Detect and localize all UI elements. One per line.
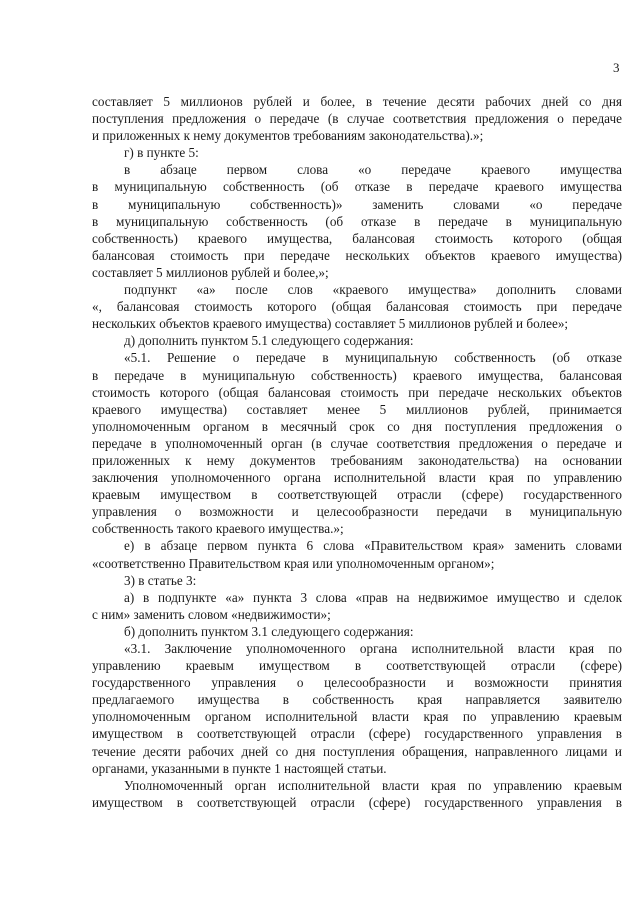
document-line: в муниципальную собственность)» заменить словами «о передаче	[92, 196, 622, 212]
document-line: подпункт «а» после слов «краевого имущества» дополнить словами	[124, 282, 622, 298]
document-line: составляет 5 миллионов рублей и более,»;	[92, 264, 329, 280]
document-line: государственного управления о целесообразности и возможности принятия	[92, 675, 622, 691]
document-line: в муниципальную собственность (об отказе в передаче краевого имущества	[92, 179, 622, 195]
document-line: органами, указанными в пункте 1 настоящей статьи.	[92, 760, 387, 776]
document-line: в муниципальную собственность (об отказе в передаче в муниципальную	[92, 213, 622, 229]
document-line: течение десяти рабочих дней со дня поступления обращения, направленного лицами и	[92, 743, 622, 759]
document-line: имуществом в соответствующей отрасли (сфере) государственного управления в	[92, 794, 622, 810]
document-line: с ним» заменить словом «недвижимости»;	[92, 606, 331, 622]
page-number: 3	[613, 60, 620, 75]
document-line: заключения уполномоченного органа исполнительной власти края по управлению	[92, 470, 622, 486]
document-line: собственность такого краевого имущества.»;	[92, 521, 344, 537]
document-line: управлению краевым имуществом в соответствующей отрасли (сфере)	[92, 658, 622, 674]
document-line: «, балансовая стоимость которого (общая балансовая стоимость при передаче	[92, 299, 622, 315]
document-line: е) в абзаце первом пункта 6 слова «Правительством края» заменить словами	[124, 538, 622, 554]
document-line: д) дополнить пунктом 5.1 следующего содержания:	[124, 333, 414, 349]
document-line: предлагаемого имущества в собственность края направляется заявителю	[92, 692, 622, 708]
document-line: составляет 5 миллионов рублей и более, в течение десяти рабочих дней со дня	[92, 94, 622, 109]
document-line: в передаче в муниципальную собственность) краевого имущества, балансовая	[92, 367, 622, 383]
document-line: «соответственно Правительством края или уполномоченным органом»;	[92, 555, 495, 571]
document-line: краевым имуществом в соответствующей отрасли (сфере) государственного	[92, 487, 622, 503]
document-line: поступления предложения о передаче (в случае соответствия предложения о передаче	[92, 111, 622, 127]
document-line: «5.1. Решение о передаче в муниципальную собственность (об отказе	[124, 350, 622, 366]
document-line: уполномоченным органом исполнительной власти края по управлению краевым	[92, 709, 622, 725]
document-line: Уполномоченный орган исполнительной власти края по управлению краевым	[124, 777, 622, 793]
document-line: управления о возможности и целесообразности передачи в муниципальную	[92, 504, 622, 520]
document-line: «3.1. Заключение уполномоченного органа исполнительной власти края по	[124, 641, 622, 656]
document-line: 3) в статье 3:	[124, 572, 197, 588]
document-line: и приложенных к нему документов требованиям законодательства).»;	[92, 128, 484, 144]
document-line: имуществом в соответствующей отрасли (сфере) государственного управления в	[92, 726, 622, 742]
document-line: передаче в уполномоченный орган (в случае соответствия предложения о передаче и	[92, 435, 622, 451]
document-line: приложенных к нему документов требованиям законодательства) на основании	[92, 452, 622, 468]
document-line: б) дополнить пунктом 3.1 следующего содержания:	[124, 623, 414, 639]
document-line: собственность) краевого имущества, балансовая стоимость которого (общая	[92, 230, 622, 246]
document-line: а) в подпункте «а» пункта 3 слова «прав на недвижимое имущество и сделок	[124, 589, 622, 605]
document-body	[92, 93, 622, 811]
document-line: балансовая стоимость при передаче нескольких объектов краевого имущества)	[92, 247, 622, 263]
document-line: в абзаце первом слова «о передаче краевого имущества	[124, 162, 622, 178]
document-line: стоимость которого (общая балансовая стоимость при передаче нескольких объектов	[92, 384, 622, 400]
document-line: г) в пункте 5:	[124, 145, 199, 161]
document-line: краевого имущества) составляет менее 5 миллионов рублей, принимается	[92, 401, 622, 417]
document-line: нескольких объектов краевого имущества) составляет 5 миллионов рублей и более»;	[92, 316, 569, 332]
document-line: уполномоченным органом в месячный срок со дня поступления предложения о	[92, 418, 622, 434]
